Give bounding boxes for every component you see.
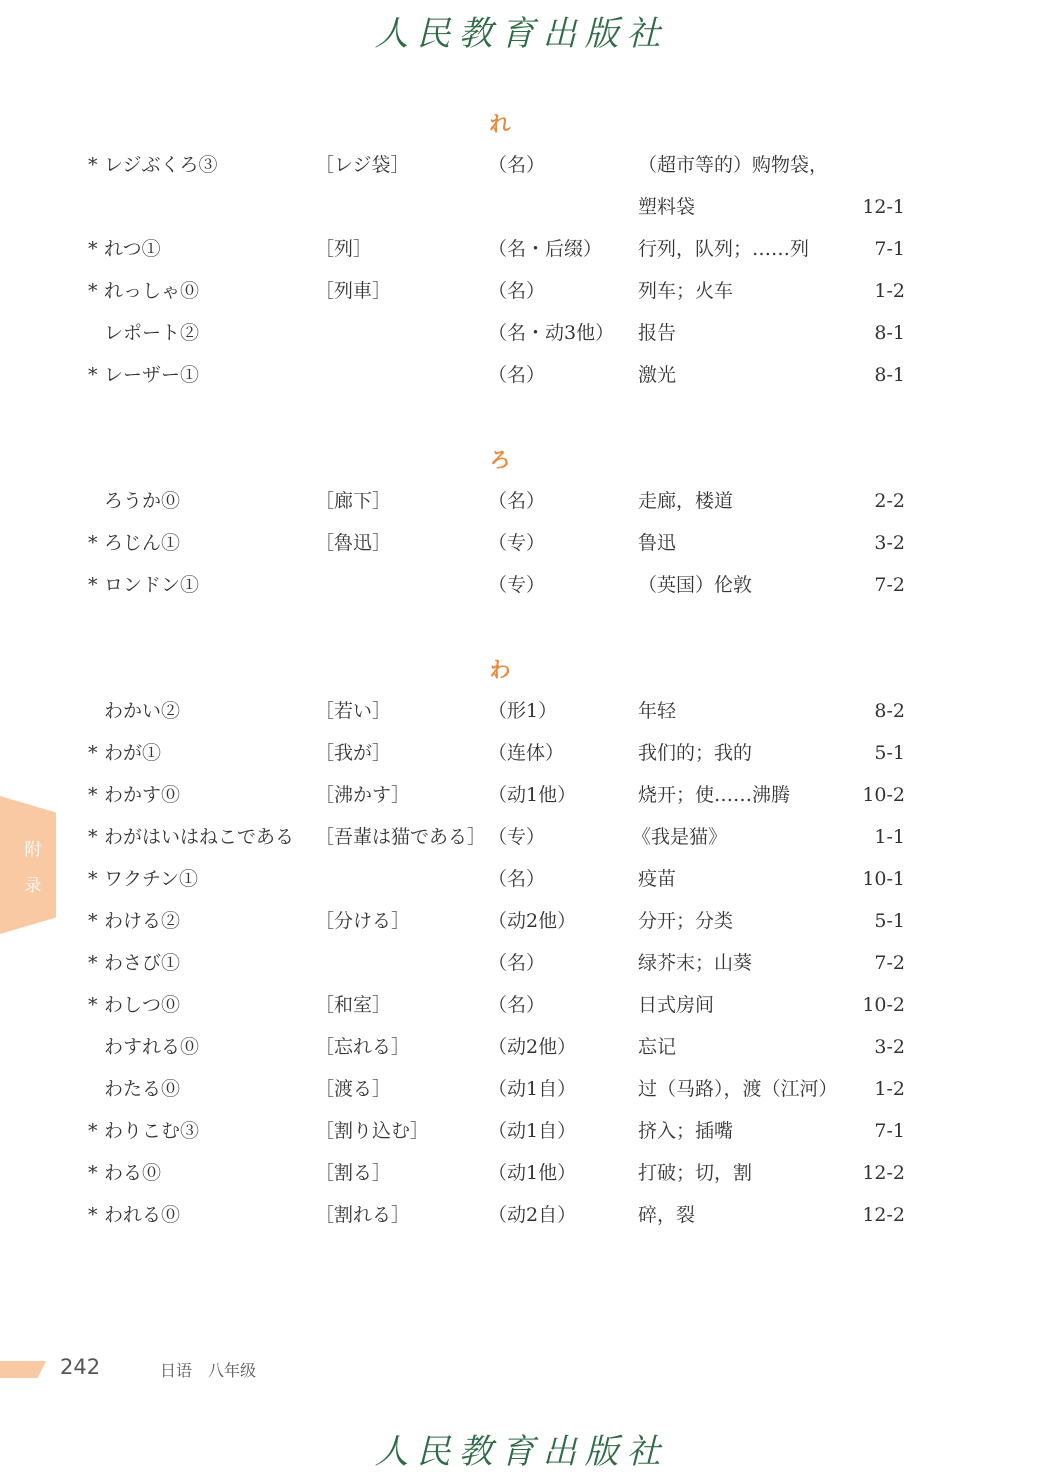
vocab-meaning: （超市等的）购物袋， bbox=[638, 154, 829, 176]
vocab-pos: （动2他） bbox=[488, 1036, 577, 1058]
vocab-meaning: 打破；切，割 bbox=[638, 1162, 753, 1184]
section-heading: れ bbox=[489, 112, 511, 136]
vocab-meaning: 列车；火车 bbox=[638, 280, 734, 302]
vocab-meaning: 过（马路），渡（江河） bbox=[638, 1078, 838, 1100]
vocab-word: わしつ⓪ bbox=[104, 994, 181, 1016]
vocab-lesson: 2-2 bbox=[874, 490, 905, 512]
vocab-row bbox=[0, 1069, 1043, 1109]
vocab-pos: （名） bbox=[488, 994, 546, 1016]
vocab-star: * bbox=[88, 574, 98, 596]
vocab-meaning: 我们的；我的 bbox=[638, 742, 753, 764]
vocab-row bbox=[0, 355, 1043, 395]
vocab-word: レポート② bbox=[104, 322, 200, 344]
vocab-meaning: 烧开；使……沸腾 bbox=[638, 784, 791, 806]
vocab-row bbox=[0, 985, 1043, 1025]
vocab-pos: （动1自） bbox=[488, 1120, 577, 1142]
vocab-star: * bbox=[88, 532, 98, 554]
vocab-star: * bbox=[88, 784, 98, 806]
vocab-kanji: ［廊下］ bbox=[315, 490, 392, 512]
vocab-lesson: 3-2 bbox=[874, 1036, 905, 1058]
vocab-meaning: 塑料袋 bbox=[638, 196, 696, 218]
vocab-word: ワクチン① bbox=[104, 868, 199, 890]
vocab-star: * bbox=[88, 1204, 98, 1226]
vocab-pos: （名） bbox=[488, 490, 546, 512]
vocab-lesson: 5-1 bbox=[874, 742, 905, 764]
vocab-meaning: 激光 bbox=[638, 364, 677, 386]
vocab-lesson: 1-2 bbox=[874, 280, 905, 302]
vocab-pos: （名） bbox=[488, 868, 546, 890]
vocab-pos: （动1他） bbox=[488, 784, 577, 806]
vocab-star: * bbox=[88, 154, 98, 176]
vocab-meaning: 日式房间 bbox=[638, 994, 715, 1016]
vocab-lesson: 7-2 bbox=[874, 574, 905, 596]
vocab-lesson: 7-1 bbox=[874, 238, 905, 260]
vocab-word: わがはいはねこである bbox=[104, 826, 295, 848]
vocab-star: * bbox=[88, 952, 98, 974]
publisher-logo-top: 人民教育出版社 bbox=[374, 14, 669, 54]
appendix-tab-char-2: 录 bbox=[24, 876, 42, 896]
vocab-star: * bbox=[88, 364, 98, 386]
vocab-row bbox=[0, 775, 1043, 815]
vocab-kanji: ［列］ bbox=[315, 238, 373, 260]
vocab-star: * bbox=[88, 868, 98, 890]
vocab-pos: （名・后缀） bbox=[488, 238, 603, 260]
vocab-row bbox=[0, 859, 1043, 899]
vocab-lesson: 7-2 bbox=[874, 952, 905, 974]
vocab-lesson: 10-2 bbox=[862, 994, 905, 1016]
vocab-kanji: ［列車］ bbox=[315, 280, 392, 302]
vocab-kanji: ［レジ袋］ bbox=[315, 154, 410, 176]
vocab-pos: （动1他） bbox=[488, 1162, 577, 1184]
vocab-star: * bbox=[88, 280, 98, 302]
vocab-kanji: ［若い］ bbox=[315, 700, 392, 722]
vocab-pos: （动2他） bbox=[488, 910, 577, 932]
vocab-row bbox=[0, 901, 1043, 941]
vocab-lesson: 10-1 bbox=[862, 868, 905, 890]
vocab-meaning: 《我是猫》 bbox=[632, 826, 728, 848]
vocab-kanji: ［渡る］ bbox=[315, 1078, 392, 1100]
page-number-bar bbox=[0, 1361, 46, 1378]
vocab-word: わすれる⓪ bbox=[104, 1036, 200, 1058]
vocab-meaning: 挤入；插嘴 bbox=[638, 1120, 734, 1142]
vocab-word: わりこむ③ bbox=[104, 1120, 200, 1142]
section-heading: ろ bbox=[489, 448, 511, 472]
page-number: 242 bbox=[60, 1355, 101, 1379]
vocab-meaning: 鲁迅 bbox=[638, 532, 677, 554]
vocab-pos: （形1） bbox=[488, 700, 558, 722]
vocab-row bbox=[0, 145, 1043, 185]
vocab-row bbox=[0, 1195, 1043, 1235]
vocab-lesson: 8-1 bbox=[874, 364, 905, 386]
vocab-kanji: ［忘れる］ bbox=[315, 1036, 411, 1058]
vocab-kanji: ［割り込む］ bbox=[315, 1120, 430, 1142]
vocab-star: * bbox=[88, 238, 98, 260]
vocab-row bbox=[0, 271, 1043, 311]
vocab-lesson: 1-1 bbox=[874, 826, 905, 848]
vocab-pos: （名） bbox=[488, 364, 546, 386]
vocab-word: わかす⓪ bbox=[104, 784, 181, 806]
vocab-row bbox=[0, 817, 1043, 857]
vocab-lesson: 10-2 bbox=[862, 784, 905, 806]
vocab-meaning: 绿芥末；山葵 bbox=[638, 952, 753, 974]
vocab-row bbox=[0, 733, 1043, 773]
vocab-row bbox=[0, 1111, 1043, 1151]
vocab-meaning: 疫苗 bbox=[638, 868, 677, 890]
vocab-meaning: 分开；分类 bbox=[638, 910, 734, 932]
vocab-row bbox=[0, 565, 1043, 605]
vocab-row bbox=[0, 943, 1043, 983]
vocab-word: わたる⓪ bbox=[104, 1078, 181, 1100]
vocab-row bbox=[0, 1027, 1043, 1067]
vocab-pos: （专） bbox=[488, 574, 546, 596]
vocab-kanji: ［沸かす］ bbox=[315, 784, 411, 806]
vocab-star: * bbox=[88, 742, 98, 764]
vocab-lesson: 12-1 bbox=[862, 196, 905, 218]
vocab-word: れっしゃ⓪ bbox=[104, 280, 200, 302]
vocab-star: * bbox=[88, 910, 98, 932]
vocab-lesson: 12-2 bbox=[862, 1162, 905, 1184]
vocab-kanji: ［和室］ bbox=[315, 994, 392, 1016]
vocab-star: * bbox=[88, 1120, 98, 1142]
vocab-row bbox=[0, 481, 1043, 521]
book-title: 日语 八年级 bbox=[160, 1361, 257, 1380]
vocab-word: わさび① bbox=[104, 952, 181, 974]
vocab-meaning: 年轻 bbox=[638, 700, 677, 722]
vocab-lesson: 1-2 bbox=[874, 1078, 905, 1100]
vocab-lesson: 3-2 bbox=[874, 532, 905, 554]
vocab-meaning: 行列，队列；……列 bbox=[638, 238, 810, 260]
vocab-kanji: ［割る］ bbox=[315, 1162, 392, 1184]
vocab-star: * bbox=[88, 1162, 98, 1184]
vocab-star: * bbox=[88, 994, 98, 1016]
vocab-word: わかい② bbox=[104, 700, 181, 722]
vocab-pos: （专） bbox=[488, 826, 546, 848]
vocab-pos: （名・动3他） bbox=[488, 322, 615, 344]
vocab-kanji: ［吾輩は猫である］ bbox=[315, 826, 487, 848]
vocab-meaning: 碎，裂 bbox=[638, 1204, 696, 1226]
vocab-pos: （动1自） bbox=[488, 1078, 577, 1100]
vocab-word: ろうか⓪ bbox=[104, 490, 181, 512]
vocab-lesson: 5-1 bbox=[874, 910, 905, 932]
section-heading: わ bbox=[489, 658, 511, 682]
vocab-lesson: 8-2 bbox=[874, 700, 905, 722]
vocab-lesson: 12-2 bbox=[862, 1204, 905, 1226]
vocab-meaning: 忘记 bbox=[638, 1036, 677, 1058]
vocab-word: ろじん① bbox=[104, 532, 181, 554]
vocab-kanji: ［我が］ bbox=[315, 742, 392, 764]
vocab-row bbox=[0, 187, 1043, 227]
vocab-word: わる⓪ bbox=[104, 1162, 162, 1184]
publisher-logo-bottom: 人民教育出版社 bbox=[374, 1432, 669, 1472]
vocab-star: * bbox=[88, 826, 98, 848]
vocab-row bbox=[0, 229, 1043, 269]
vocab-lesson: 7-1 bbox=[874, 1120, 905, 1142]
vocab-pos: （连体） bbox=[488, 742, 565, 764]
vocab-pos: （名） bbox=[488, 154, 546, 176]
vocab-pos: （专） bbox=[488, 532, 546, 554]
vocab-kanji: ［魯迅］ bbox=[315, 532, 392, 554]
vocab-pos: （名） bbox=[488, 952, 546, 974]
vocab-kanji: ［割れる］ bbox=[315, 1204, 411, 1226]
vocab-row bbox=[0, 523, 1043, 563]
vocab-word: ロンドン① bbox=[104, 574, 200, 596]
vocab-word: レジぶくろ③ bbox=[104, 154, 218, 176]
appendix-tab-label bbox=[22, 832, 44, 904]
vocab-meaning: （英国）伦敦 bbox=[638, 574, 753, 596]
vocab-word: レーザー① bbox=[104, 364, 200, 386]
vocab-row bbox=[0, 691, 1043, 731]
vocab-lesson: 8-1 bbox=[874, 322, 905, 344]
vocab-meaning: 报告 bbox=[638, 322, 677, 344]
vocab-row bbox=[0, 313, 1043, 353]
vocab-pos: （动2自） bbox=[488, 1204, 577, 1226]
vocab-kanji: ［分ける］ bbox=[315, 910, 411, 932]
vocab-pos: （名） bbox=[488, 280, 546, 302]
appendix-tab-char-1: 附 bbox=[24, 840, 42, 860]
vocab-word: れつ① bbox=[104, 238, 161, 260]
vocab-meaning: 走廊，楼道 bbox=[638, 490, 734, 512]
vocab-word: わける② bbox=[104, 910, 181, 932]
vocab-word: われる⓪ bbox=[104, 1204, 181, 1226]
vocab-word: わが① bbox=[104, 742, 162, 764]
vocab-row bbox=[0, 1153, 1043, 1193]
